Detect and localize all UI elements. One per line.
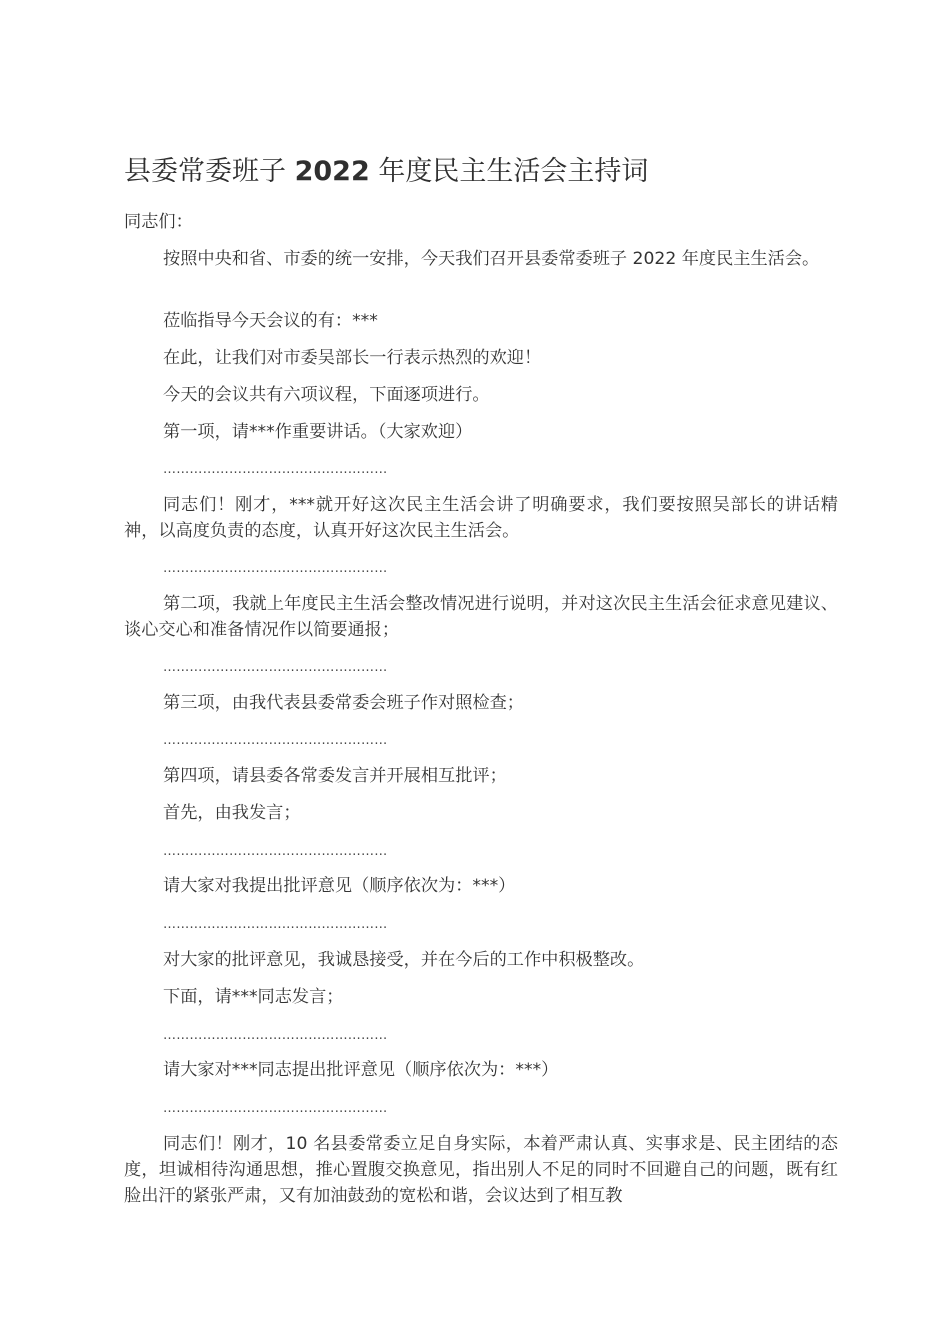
paragraph-item-three: 第三项，由我代表县委常委会班子作对照检查； [163,693,524,713]
title-year: 2022 [294,156,370,187]
document-title [124,154,648,190]
paragraph-item-four: 第四项，请县委各常委发言并开展相互批评； [163,766,507,786]
paragraph-criticism-request-two: 请大家对***同志提出批评意见（顺序依次为：***） [163,1060,559,1080]
paragraph-item-two: 第二项，我就上年度民主生活会整改情况进行说明，并对这次民主生活会征求意见建议、谈心交心和准备情况作以简要通报； [124,594,838,640]
paragraph-guests: 莅临指导今天会议的有：*** [163,311,378,331]
paragraph-item-one: 第一项，请***作重要讲话。（大家欢迎） [163,422,473,442]
ellipsis-divider: …………………………………………… [163,1028,388,1043]
ellipsis-divider: …………………………………………… [163,462,388,477]
paragraph-summary-two: 同志们！刚才，10 名县委常委立足自身实际，本着严肃认真、实事求是、民主团结的态度，坦诚相待沟通思想，推心置腹交换意见，指出别人不足的同时不回避自己的问题，既有红脸出汗的紧张严肃，又有加油鼓劲的宽松和谐，会议达到了相互教 [124,1134,838,1206]
title-suffix: 年度民主生活会主持词 [378,156,649,187]
title-prefix: 县委常委班子 [124,156,286,187]
paragraph-criticism-request: 请大家对我提出批评意见（顺序依次为：***） [163,876,516,896]
ellipsis-divider: …………………………………………… [163,561,388,576]
ellipsis-divider: …………………………………………… [163,1101,388,1116]
paragraph-opening: 按照中央和省、市委的统一安排，今天我们召开县委常委班子 2022 年度民主生活会。 [163,249,820,269]
paragraph-first-speaker: 首先，由我发言； [163,803,301,823]
ellipsis-divider: …………………………………………… [163,917,388,932]
paragraph-welcome: 在此，让我们对市委吴部长一行表示热烈的欢迎！ [163,348,542,368]
ellipsis-divider: …………………………………………… [163,733,388,748]
ellipsis-divider: …………………………………………… [163,660,388,675]
paragraph-next-speaker: 下面，请***同志发言； [163,987,344,1007]
paragraph-summary-one: 同志们！刚才，***就开好这次民主生活会讲了明确要求，我们要按照吴部长的讲话精神，以高度负责的态度，认真开好这次民主生活会。 [124,495,838,541]
salutation: 同志们： [124,212,193,232]
ellipsis-divider: …………………………………………… [163,844,388,859]
paragraph-agenda: 今天的会议共有六项议程，下面逐项进行。 [163,385,490,405]
paragraph-accept-criticism: 对大家的批评意见，我诚恳接受，并在今后的工作中积极整改。 [163,950,645,970]
